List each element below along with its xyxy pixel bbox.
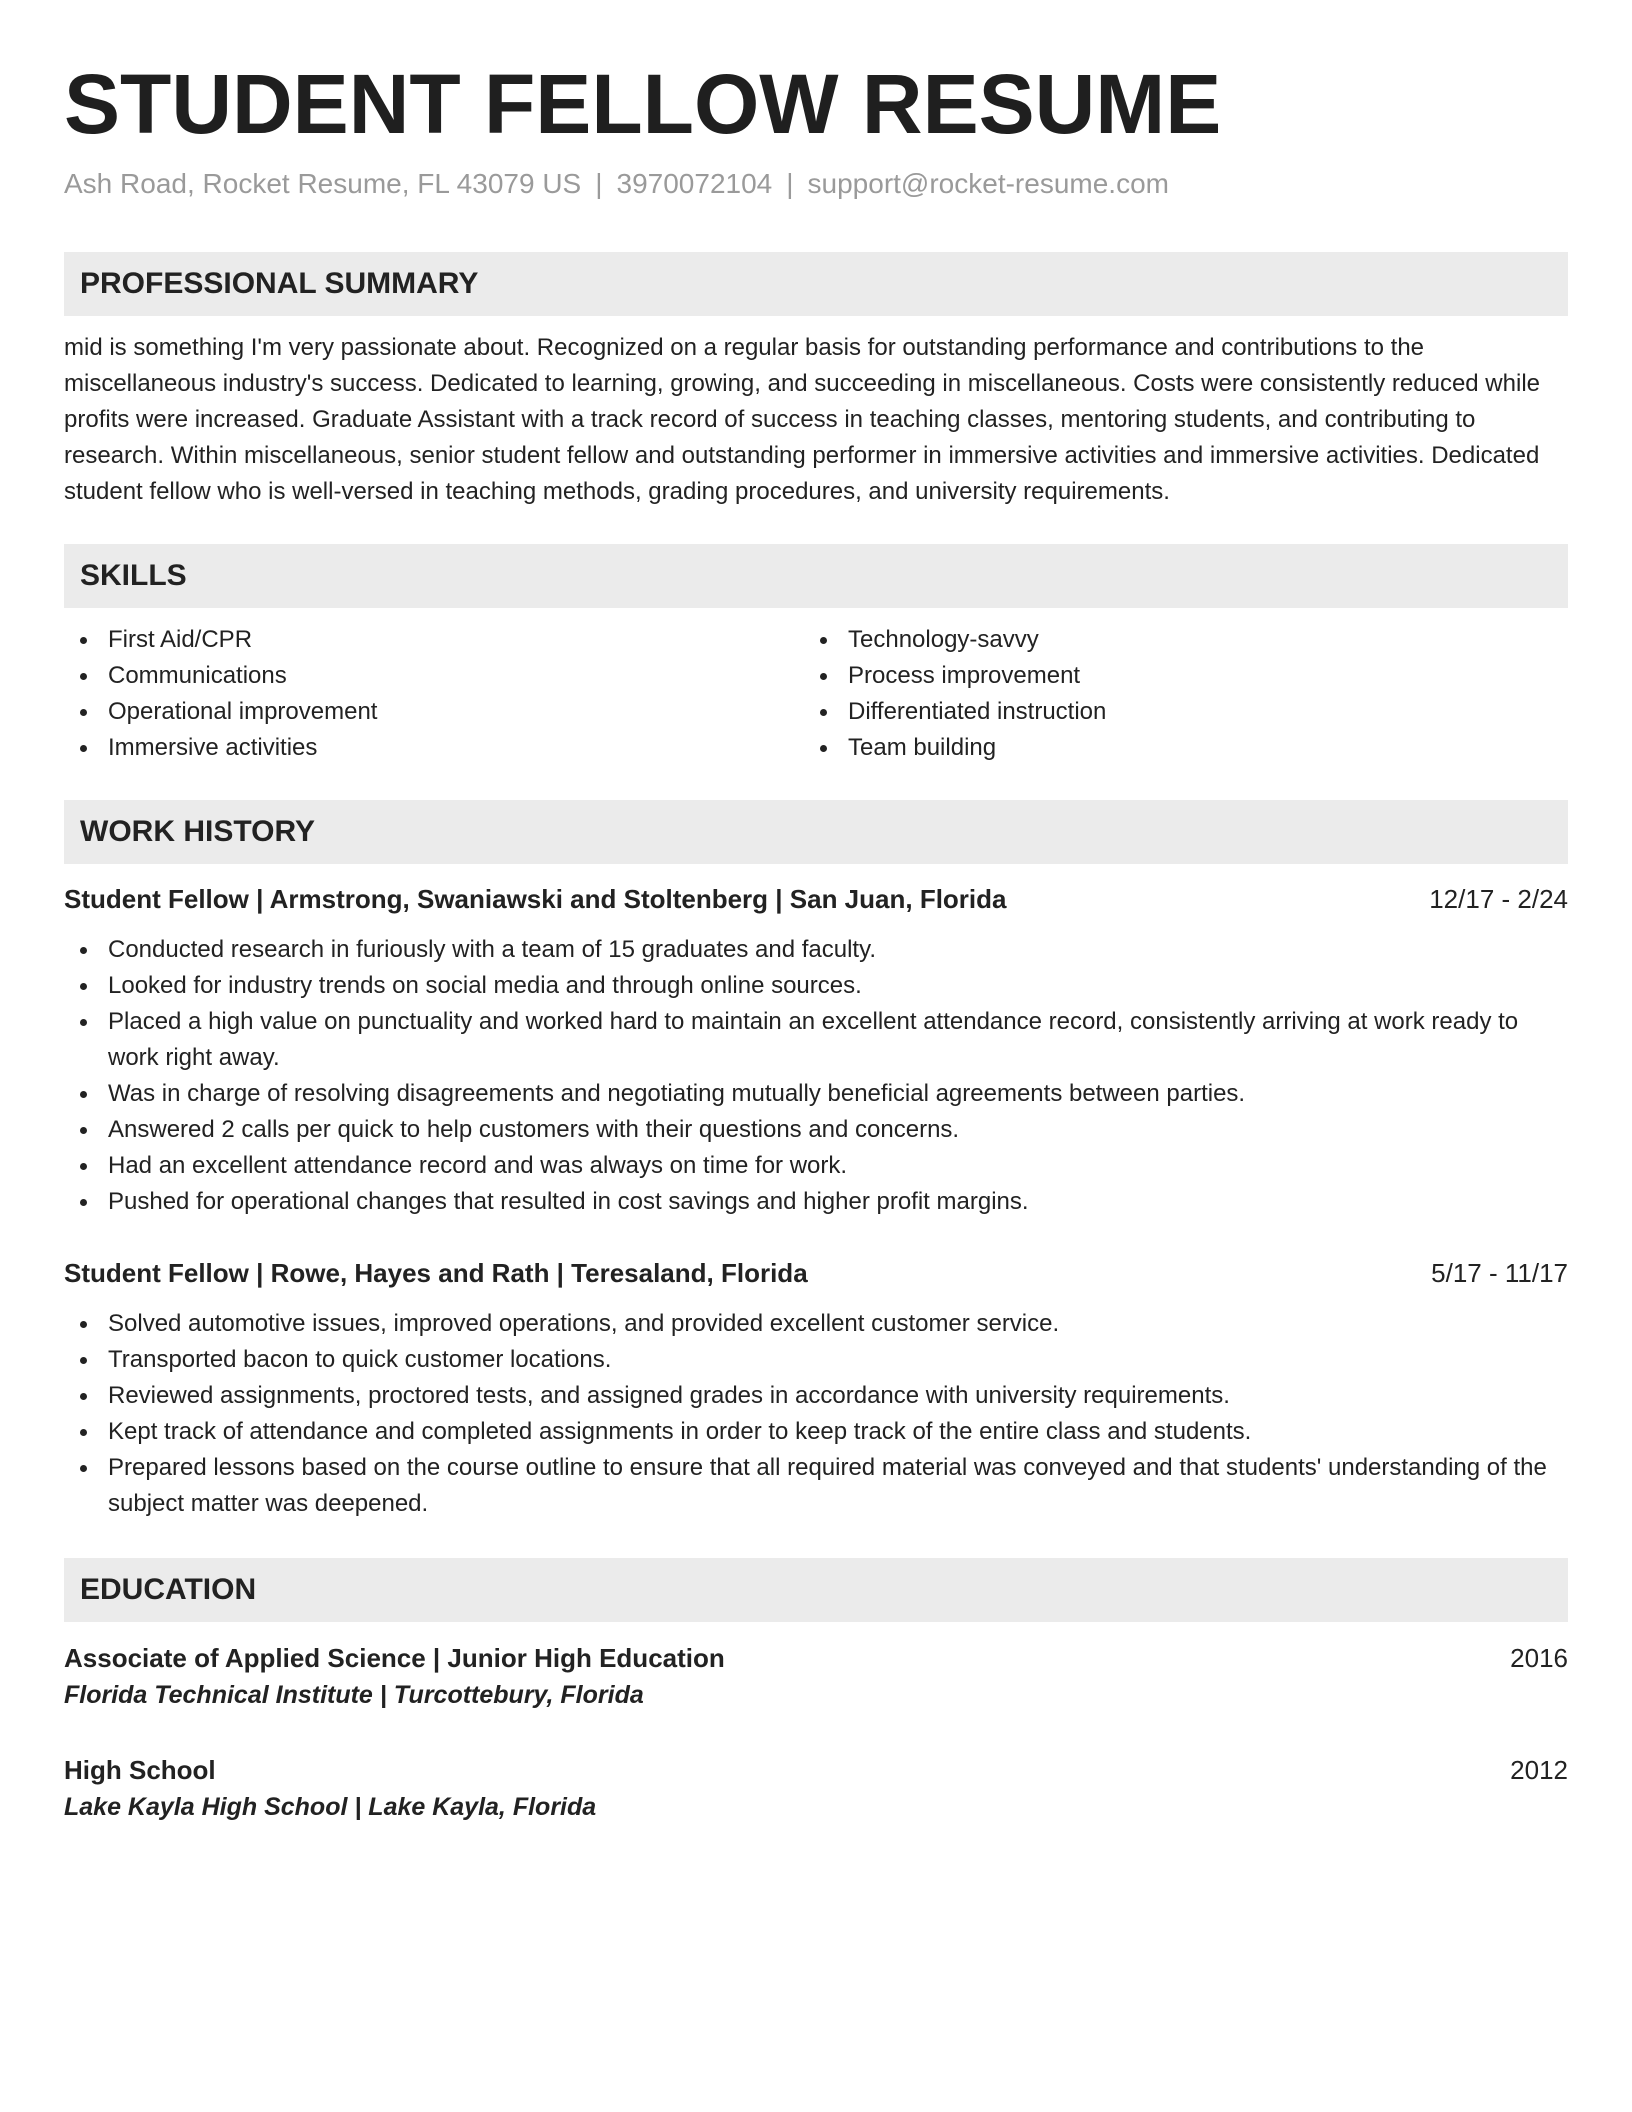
job-bullets [64,932,1568,1220]
education-degree: Associate of Applied Science | Junior High Education [64,1643,725,1673]
summary-text: mid is something I'm very passionate about. Recognized on a regular basis for outstanding performance and contributions to the miscellaneous industry's success. Dedicated to learning, growing, and succeeding in miscellaneous. Costs were consistently reduced while profits were increased. Graduate Assistant with a track record of success in teaching classes, mentoring students, and contributing to research. Within miscellaneous, senior student fellow and outstanding performer in immersive activities and immersive activities. Dedicated student fellow who is well-versed in teaching methods, grading procedures, and university requirements. [64,334,1540,505]
contact-separator: | [786,168,794,199]
skill-item: Differentiated instruction [804,694,1544,730]
education-row [64,1640,1568,1676]
skill-item: Communications [64,658,804,694]
skills-column-left [64,622,804,766]
skill-item: Process improvement [804,658,1544,694]
contact-email: support@rocket-resume.com [807,168,1169,199]
job-title: Student Fellow | Armstrong, Swaniawski and Stoltenberg | San Juan, Florida [64,884,1007,914]
job-title-row [64,882,1568,916]
skills-grid [64,622,1568,766]
job-entry [64,1256,1568,1522]
job-bullet: Solved automotive issues, improved operations, and provided excellent customer service. [64,1306,1568,1342]
job-bullet: Had an excellent attendance record and was always on time for work. [64,1148,1568,1184]
job-bullet: Prepared lessons based on the course outline to ensure that all required material was conveyed and that students' understanding of the subject matter was deepened. [64,1450,1568,1522]
job-bullet: Conducted research in furiously with a team of 15 graduates and faculty. [64,932,1568,968]
job-bullet: Transported bacon to quick customer locations. [64,1342,1568,1378]
resume-title: STUDENT FELLOW RESUME [64,57,1222,151]
job-bullet: Placed a high value on punctuality and worked hard to maintain an excellent attendance record, consistently arriving at work ready to work right away. [64,1004,1568,1076]
contact-separator: | [595,168,603,199]
skill-item: Technology-savvy [804,622,1544,658]
education-year: 2016 [1510,1643,1568,1673]
education-entry [64,1640,1568,1714]
job-title: Student Fellow | Rowe, Hayes and Rath | Teresaland, Florida [64,1258,808,1288]
job-bullet: Was in charge of resolving disagreements and negotiating mutually beneficial agreements between parties. [64,1076,1568,1112]
job-bullet: Kept track of attendance and completed assignments in order to keep track of the entire class and students. [64,1414,1568,1450]
skill-item: First Aid/CPR [64,622,804,658]
contact-phone: 3970072104 [616,168,773,199]
job-entry [64,882,1568,1220]
job-bullets [64,1306,1568,1522]
education-year: 2012 [1510,1755,1568,1785]
section-header-work-history: WORK HISTORY [64,800,1568,864]
section-header-summary: PROFESSIONAL SUMMARY [64,252,1568,316]
contact-address: Ash Road, Rocket Resume, FL 43079 US [64,168,582,199]
job-dates: 12/17 - 2/24 [1429,884,1568,914]
education-entry [64,1752,1568,1826]
education-degree: High School [64,1755,216,1785]
skills-column-right [804,622,1544,766]
job-bullet: Looked for industry trends on social media and through online sources. [64,968,1568,1004]
contact-line [64,166,1568,202]
skill-item: Team building [804,730,1544,766]
education-school: Lake Kayla High School | Lake Kayla, Florida [64,1793,597,1821]
job-bullet: Reviewed assignments, proctored tests, and assigned grades in accordance with university requirements. [64,1378,1568,1414]
job-bullet: Pushed for operational changes that resulted in cost savings and higher profit margins. [64,1184,1568,1220]
job-title-row [64,1256,1568,1290]
skill-item: Immersive activities [64,730,804,766]
section-header-skills: SKILLS [64,544,1568,608]
job-bullet: Answered 2 calls per quick to help customers with their questions and concerns. [64,1112,1568,1148]
education-school: Florida Technical Institute | Turcottebury, Florida [64,1681,644,1709]
job-dates: 5/17 - 11/17 [1431,1258,1568,1288]
education-row [64,1752,1568,1788]
section-header-education: EDUCATION [64,1558,1568,1622]
skill-item: Operational improvement [64,694,804,730]
